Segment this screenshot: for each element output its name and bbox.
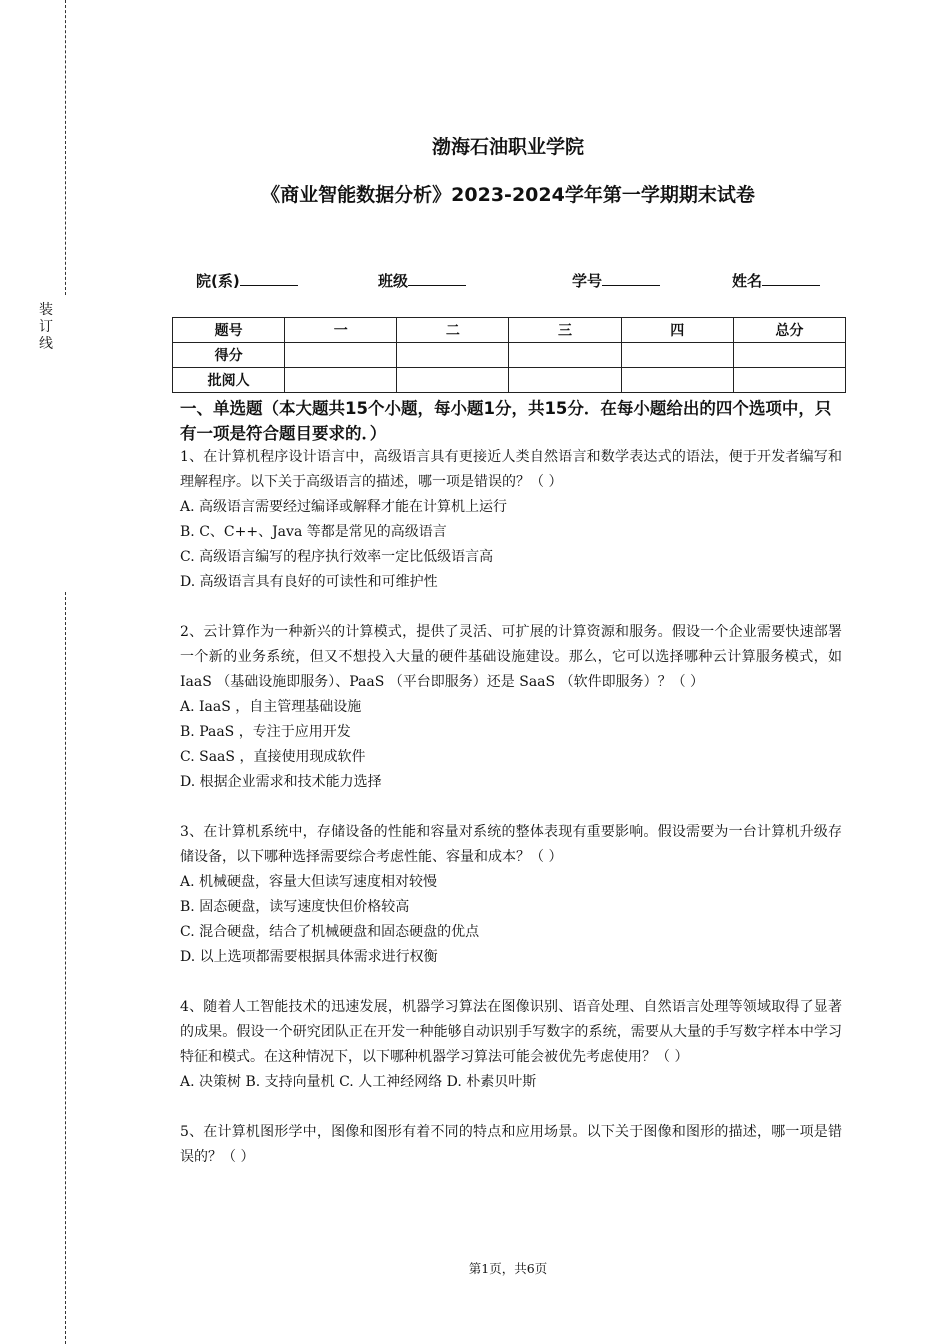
name-field[interactable]	[732, 270, 820, 291]
question-2	[180, 620, 842, 795]
score-table	[172, 317, 846, 393]
row-label: 批阅人	[173, 368, 285, 393]
option-b[interactable]: B. C、C++、Java 等都是常见的高级语言	[180, 524, 447, 540]
question-4	[180, 995, 842, 1095]
binding-line-bottom	[65, 592, 66, 1344]
student-id-label: 学号	[572, 272, 603, 290]
student-id-field[interactable]	[572, 270, 660, 291]
question-stem: 2、云计算作为一种新兴的计算模式，提供了灵活、可扩展的计算资源和服务。假设一个企业需要快速部署一个新的业务系统，但又不想投入大量的硬件基础设施建设。那么，它可以选择哪种云计算服务模式，如 IaaS （基础设施即服务）、PaaS （平台即服务）还是 SaaS （软件即服务）？（ ）	[180, 624, 842, 690]
question-stem: 1、在计算机程序设计语言中，高级语言具有更接近人类自然语言和数学表达式的语法，便于开发者编写和理解程序。以下关于高级语言的描述，哪一项是错误的？（ ）	[180, 449, 842, 490]
score-cell[interactable]	[397, 343, 509, 368]
page-footer: 第1页，共6页	[468, 1261, 548, 1276]
grader-cell[interactable]	[509, 368, 621, 393]
grader-cell[interactable]	[733, 368, 845, 393]
score-cell[interactable]	[621, 343, 733, 368]
option-d[interactable]: D. 以上选项都需要根据具体需求进行权衡	[180, 949, 438, 965]
option-d[interactable]: D. 根据企业需求和技术能力选择	[180, 774, 382, 790]
binding-label: 装 订 线	[39, 302, 53, 352]
question-stem: 4、随着人工智能技术的迅速发展，机器学习算法在图像识别、语音处理、自然语言处理等领域取得了显著的成果。假设一个研究团队正在开发一种能够自动识别手写数字的系统，需要从大量的手写数字样本中学习特征和模式。在这种情况下，以下哪种机器学习算法可能会被优先考虑使用？（ ）	[180, 999, 842, 1065]
score-row	[173, 343, 846, 368]
dept-field[interactable]	[196, 270, 298, 291]
score-table-header-row	[173, 318, 846, 343]
option-c[interactable]: C. 高级语言编写的程序执行效率一定比低级语言高	[180, 549, 494, 565]
class-field[interactable]	[378, 270, 466, 291]
grader-cell[interactable]	[285, 368, 397, 393]
score-cell[interactable]	[733, 343, 845, 368]
name-blank[interactable]	[762, 271, 820, 286]
exam-title: 《商业智能数据分析》2023-2024学年第一学期期末试卷	[261, 184, 755, 206]
school-name: 渤海石油职业学院	[431, 136, 584, 158]
dept-label: 院(系)	[196, 272, 240, 290]
options-inline[interactable]: A. 决策树 B. 支持向量机 C. 人工神经网络 D. 朴素贝叶斯	[180, 1074, 537, 1090]
questions	[180, 445, 842, 1170]
header-cell: 一	[285, 318, 397, 343]
option-d[interactable]: D. 高级语言具有良好的可读性和可维护性	[180, 574, 438, 590]
section-heading: 一、单选题（本大题共15个小题，每小题1分，共15分．在每小题给出的四个选项中，只有一项是符合题目要求的．）	[180, 399, 832, 443]
score-cell[interactable]	[285, 343, 397, 368]
question-1	[180, 445, 842, 595]
class-blank[interactable]	[408, 271, 466, 286]
dept-blank[interactable]	[240, 271, 298, 286]
option-c[interactable]: C. SaaS ，直接使用现成软件	[180, 749, 366, 765]
grader-row	[173, 368, 846, 393]
option-a[interactable]: A. 机械硬盘，容量大但读写速度相对较慢	[180, 874, 438, 890]
question-stem: 3、在计算机系统中，存储设备的性能和容量对系统的整体表现有重要影响。假设需要为一台计算机升级存储设备，以下哪种选择需要综合考虑性能、容量和成本？（ ）	[180, 824, 842, 865]
score-cell[interactable]	[509, 343, 621, 368]
grader-cell[interactable]	[621, 368, 733, 393]
option-a[interactable]: A. 高级语言需要经过编译或解释才能在计算机上运行	[180, 499, 508, 515]
option-b[interactable]: B. 固态硬盘，读写速度快但价格较高	[180, 899, 410, 915]
header-cell: 总分	[733, 318, 845, 343]
row-label: 得分	[173, 343, 285, 368]
student-id-blank[interactable]	[602, 271, 660, 286]
header-cell: 题号	[173, 318, 285, 343]
option-c[interactable]: C. 混合硬盘，结合了机械硬盘和固态硬盘的优点	[180, 924, 480, 940]
class-label: 班级	[378, 272, 409, 290]
question-3	[180, 820, 842, 970]
header-cell: 二	[397, 318, 509, 343]
option-b[interactable]: B. PaaS ，专注于应用开发	[180, 724, 351, 740]
name-label: 姓名	[732, 272, 763, 290]
question-stem: 5、在计算机图形学中，图像和图形有着不同的特点和应用场景。以下关于图像和图形的描述，哪一项是错误的？（ ）	[180, 1124, 842, 1165]
option-a[interactable]: A. IaaS ，自主管理基础设施	[180, 699, 362, 715]
grader-cell[interactable]	[397, 368, 509, 393]
header-cell: 四	[621, 318, 733, 343]
header-cell: 三	[509, 318, 621, 343]
question-5	[180, 1120, 842, 1170]
